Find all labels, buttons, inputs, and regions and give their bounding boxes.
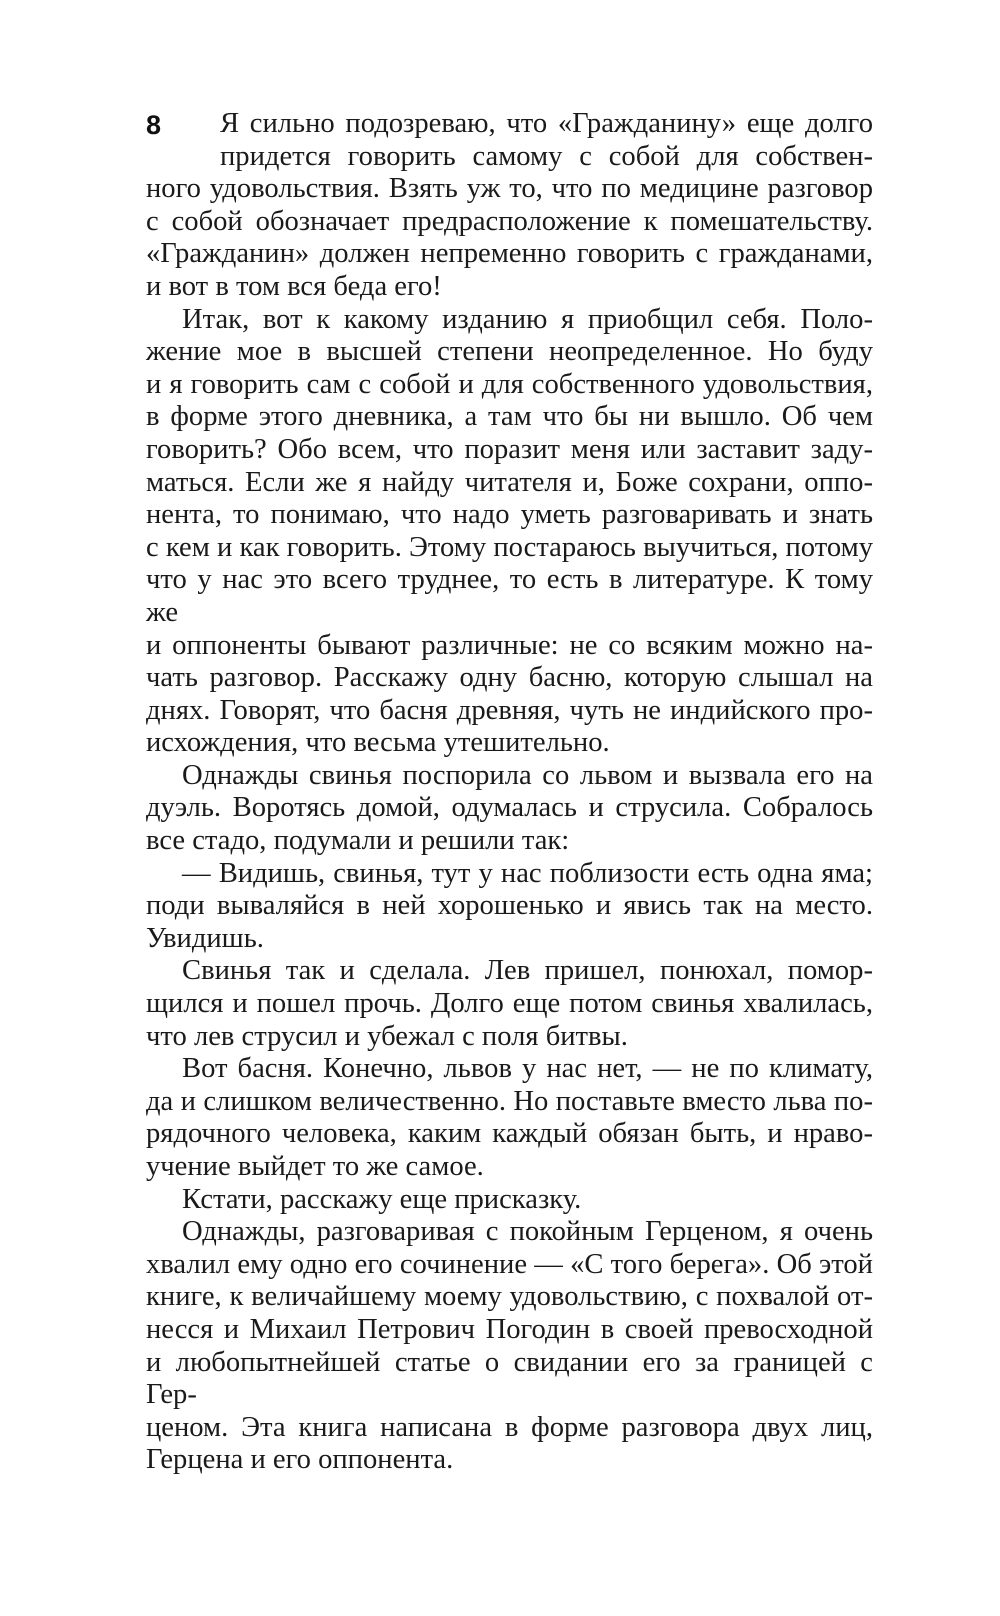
text-line: с собой обозначает предрасположение к помешательству.	[146, 205, 873, 237]
text-line: Вот басня. Конечно, львов у нас нет, — не по климату,	[182, 1053, 873, 1085]
text-line: что лев струсил и убежал с поля битвы.	[146, 1020, 628, 1052]
text-line: несся и Михаил Петрович Погодин в своей превосходной	[146, 1313, 873, 1345]
text-line: и вот в том вся беда его!	[146, 270, 442, 302]
text-line: что у нас это всего труднее, то есть в литературе. К тому же	[146, 564, 873, 628]
text-line: и оппоненты бывают различные: не со всяким можно на-	[146, 629, 873, 661]
page-body	[146, 108, 873, 1477]
text-line: днях. Говорят, что басня древняя, чуть не индийского про-	[146, 694, 873, 726]
text-line: Увидишь.	[146, 922, 264, 954]
text-line: Однажды, разговаривая с покойным Герценом, я очень	[182, 1216, 873, 1248]
text-line: дуэль. Воротясь домой, одумалась и струсила. Собралось	[146, 792, 873, 824]
text-line: рядочного человека, каким каждый обязан быть, и нраво-	[146, 1118, 873, 1150]
text-line: — Видишь, свинья, тут у нас поблизости есть одна яма;	[182, 857, 873, 889]
paragraph	[146, 108, 873, 304]
text-line: с кем и как говорить. Этому постараюсь выучиться, потому	[146, 531, 873, 563]
text-line: исхождения, что весьма утешительно.	[146, 727, 610, 759]
paragraph	[146, 304, 873, 760]
text-line: нента, то понимаю, что надо уметь разговаривать и знать	[146, 499, 873, 531]
text-line: говорить? Обо всем, что поразит меня или заставит заду-	[146, 433, 873, 465]
text-line: ного удовольствия. Взять уж то, что по медицине разговор	[146, 173, 873, 205]
text-line: поди вываляйся в ней хорошенько и явись так на место.	[146, 890, 873, 922]
text-line: ценом. Эта книга написана в форме разговора двух лиц,	[146, 1411, 873, 1443]
text-line: хвалил ему одно его сочинение — «С того берега». Об этой	[146, 1248, 873, 1280]
text-line: маться. Если же я найду читателя и, Боже сохрани, оппо-	[146, 466, 873, 498]
text-line: в форме этого дневника, а там что бы ни вышло. Об чем	[146, 401, 873, 433]
text-line: и любопытнейшей статье о свидании его за границей с Гер-	[146, 1346, 873, 1411]
paragraph	[146, 760, 873, 858]
text-line: придется говорить самому с собой для собствен-	[220, 140, 873, 172]
text-line: Свинья так и сделала. Лев пришел, понюхал, помор-	[182, 955, 873, 987]
paragraph	[146, 858, 873, 956]
text-line: Однажды свинья поспорила со львом и вызвала его на	[182, 759, 873, 791]
paragraph	[146, 1053, 873, 1183]
text-line: Герцена и его оппонента.	[146, 1444, 454, 1476]
text-line: да и слишком величественно. Но поставьте вместо льва по-	[146, 1085, 873, 1117]
paragraph	[146, 1216, 873, 1477]
text-line: «Гражданин» должен непременно говорить с гражданами,	[146, 238, 873, 270]
text-line: щился и пошел прочь. Долго еще потом свинья хвалилась,	[146, 988, 873, 1020]
text-line: все стадо, подумали и решили так:	[146, 825, 570, 857]
text-line: книге, к величайшему моему удовольствию, с похвалой от-	[146, 1281, 873, 1313]
paragraph	[146, 955, 873, 1053]
text-line: Кстати, расскажу еще присказку.	[182, 1183, 582, 1215]
paragraph	[146, 1184, 873, 1217]
text-line: учение выйдет то же самое.	[146, 1151, 484, 1182]
text-line: чать разговор. Расскажу одну басню, которую слышал на	[146, 662, 873, 694]
page-number: 8	[146, 110, 162, 140]
text-line: Я сильно подозреваю, что «Гражданину» еще долго	[220, 108, 873, 139]
text-line: Итак, вот к какому изданию я приобщил себя. Поло-	[182, 303, 873, 335]
text-line: и я говорить сам с собой и для собственного удовольствия,	[146, 368, 873, 400]
text-line: жение мое в высшей степени неопределенное. Но буду	[146, 336, 873, 368]
